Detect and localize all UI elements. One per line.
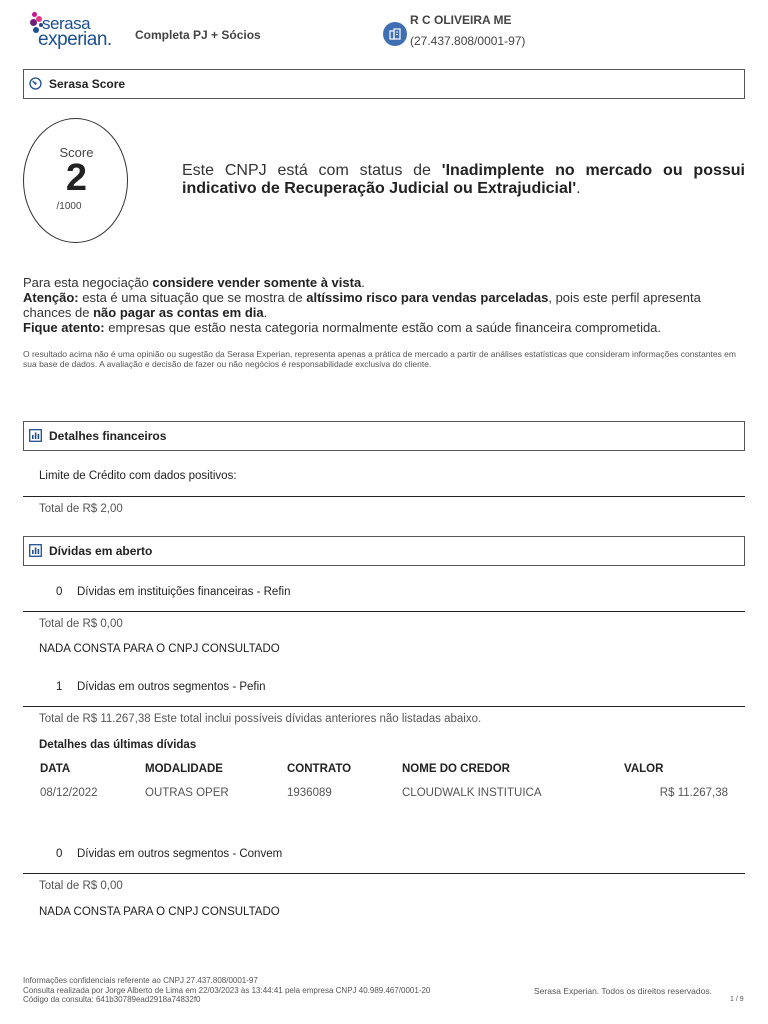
score-max: /1000 bbox=[56, 201, 82, 212]
pefin-label: Dívidas em outros segmentos - Pefin bbox=[77, 681, 266, 693]
credit-limit-label: Limite de Crédito com dados positivos: bbox=[39, 470, 237, 482]
advice-line-1: Para esta negociação considere vender somente à vista. bbox=[23, 275, 365, 290]
refin-count: 0 bbox=[56, 586, 63, 598]
company-cnpj: (27.437.808/0001-97) bbox=[410, 34, 526, 48]
cell-modalidade: OUTRAS OPER bbox=[145, 787, 229, 799]
divider bbox=[23, 706, 745, 707]
section-title: Detalhes financeiros bbox=[49, 429, 167, 443]
score-disclaimer: O resultado acima não é uma opinião ou sugestão da Serasa Experian, representa apenas a prática de mercado a partir de análises estatísticas que consideram informações constantes em sua base de dados. A avaliação e decisão de fazer ou não negócios é responsabilidade exclusiva do cliente. bbox=[23, 349, 736, 369]
convem-count: 0 bbox=[56, 848, 63, 860]
footer-info bbox=[23, 976, 461, 1005]
company-icon bbox=[383, 22, 407, 46]
divider bbox=[23, 873, 745, 874]
section-serasa-score bbox=[23, 69, 745, 99]
divider bbox=[23, 496, 745, 497]
gauge-icon bbox=[29, 77, 42, 90]
serasa-experian-logo bbox=[30, 12, 128, 54]
section-title: Serasa Score bbox=[49, 77, 126, 91]
advice-line-2: Atenção: esta é uma situação que se mostra de altíssimo risco para vendas parceladas, pois este perfil apresenta chances de não pagar as contas em dia. bbox=[23, 290, 701, 320]
cell-contrato: 1936089 bbox=[287, 787, 332, 799]
column-header-credor: NOME DO CREDOR bbox=[402, 763, 510, 775]
advice-line-3: Fique atento: empresas que estão nesta categoria normalmente estão com a saúde financeira comprometida. bbox=[23, 320, 662, 335]
column-header-valor: VALOR bbox=[624, 763, 664, 775]
product-name: Completa PJ + Sócios bbox=[135, 28, 261, 42]
footer-query-code: Código da consulta: 641b30789ead2918a74832f0 bbox=[23, 995, 201, 1004]
page-number: 1 / 9 bbox=[730, 996, 744, 1003]
credit-limit-total: Total de R$ 2,00 bbox=[39, 503, 123, 515]
logo-text-serasa: serasa bbox=[42, 14, 91, 33]
section-financial-details bbox=[23, 421, 745, 451]
section-open-debts bbox=[23, 536, 745, 566]
score-status-bold: 'Inadimplente no mercado ou possui indicativo de Recuperação Judicial ou Extrajudicial' bbox=[182, 162, 745, 197]
footer-query-info: Consulta realizada por Jorge Alberto de Lima em 22/03/2023 às 13:44:41 pela empresa CNPJ 40.989.467/0001-20 bbox=[23, 985, 431, 995]
bar-chart-icon bbox=[29, 429, 42, 442]
pefin-total: Total de R$ 11.267,38 Este total inclui possíveis dívidas anteriores não listadas abaixo. bbox=[39, 713, 482, 725]
footer-confidential: Informações confidenciais referente ao CNPJ 27.437.808/0001-97 bbox=[23, 976, 258, 985]
convem-label: Dívidas em outros segmentos - Convem bbox=[77, 848, 283, 860]
logo-text-experian: experian. bbox=[38, 29, 112, 50]
pefin-count: 1 bbox=[56, 681, 63, 693]
footer-rights: Serasa Experian. Todos os direitos reservados. bbox=[534, 986, 712, 996]
refin-total: Total de R$ 0,00 bbox=[39, 618, 123, 630]
pefin-details-title: Detalhes das últimas dívidas bbox=[39, 739, 197, 751]
section-title: Dívidas em aberto bbox=[49, 544, 153, 558]
divider bbox=[23, 611, 745, 612]
convem-note: NADA CONSTA PARA O CNPJ CONSULTADO bbox=[39, 906, 280, 918]
cell-credor: CLOUDWALK INSTITUICA bbox=[402, 787, 542, 799]
score-value: 2 bbox=[65, 157, 88, 199]
refin-note: NADA CONSTA PARA O CNPJ CONSULTADO bbox=[39, 643, 280, 655]
bar-chart-icon bbox=[29, 544, 42, 557]
score-circle bbox=[23, 118, 128, 243]
column-header-data: DATA bbox=[40, 763, 71, 775]
column-header-contrato: CONTRATO bbox=[287, 763, 352, 775]
company-name: R C OLIVEIRA ME bbox=[410, 13, 512, 27]
convem-total: Total de R$ 0,00 bbox=[39, 880, 123, 892]
cell-valor: R$ 11.267,38 bbox=[659, 787, 728, 799]
column-header-modalidade: MODALIDADE bbox=[145, 763, 223, 775]
report-header bbox=[0, 0, 768, 60]
score-status-text: Este CNPJ está com status de 'Inadimplente no mercado ou possui indicativo de Recuperação Judicial ou Extrajudicial'. bbox=[182, 162, 745, 197]
refin-label: Dívidas em instituições financeiras - Refin bbox=[77, 586, 291, 598]
cell-data: 08/12/2022 bbox=[40, 787, 98, 799]
score-label: Score bbox=[59, 145, 94, 160]
score-advice bbox=[23, 275, 745, 335]
